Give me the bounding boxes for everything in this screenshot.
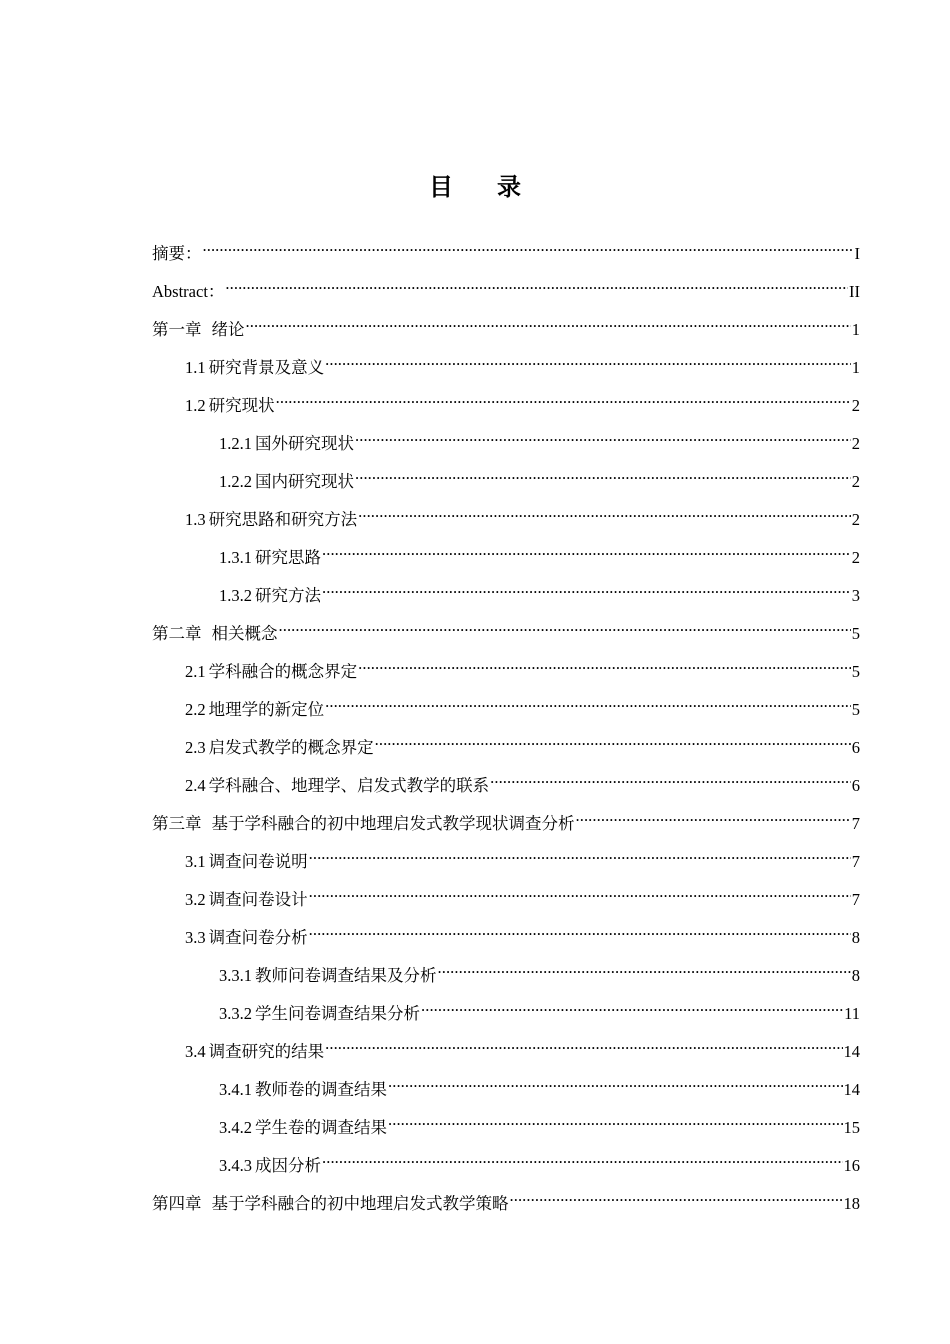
toc-entry-label xyxy=(152,811,575,837)
toc-entry-number: 3.1 xyxy=(185,852,206,871)
toc-entry-7[interactable] xyxy=(152,461,860,499)
toc-entry-number: 3.4.2 xyxy=(219,1118,252,1137)
toc-title-char-2: 录 xyxy=(497,173,521,201)
toc-entry-25[interactable] xyxy=(152,1145,860,1183)
toc-entry-number: 1.1 xyxy=(185,358,206,377)
toc-entry-page-number: 2 xyxy=(851,510,860,529)
toc-entry-page-number: 8 xyxy=(851,966,860,985)
toc-entry-page-number: 7 xyxy=(851,814,860,833)
toc-entry-number: 第四章 xyxy=(152,1194,202,1213)
dot-leader xyxy=(388,1107,843,1133)
toc-entry-number: 2.2 xyxy=(185,700,206,719)
dot-leader xyxy=(325,1031,842,1057)
toc-entry-5[interactable] xyxy=(152,385,860,423)
toc-entry-number: 第三章 xyxy=(152,814,202,833)
toc-entry-18[interactable] xyxy=(152,879,860,917)
toc-entry-text: 研究思路 xyxy=(255,548,321,567)
dot-leader xyxy=(322,537,851,563)
toc-entry-label xyxy=(185,507,357,533)
toc-title-char-1: 目 xyxy=(429,173,453,201)
toc-entry-label xyxy=(219,1077,387,1103)
toc-entry-text: 成因分析 xyxy=(255,1156,321,1175)
toc-title xyxy=(0,170,950,204)
toc-entry-page-number: 18 xyxy=(843,1194,860,1213)
toc-entry-text: 相关概念 xyxy=(211,624,278,643)
dot-leader xyxy=(510,1183,843,1209)
toc-entry-page-number: 8 xyxy=(851,928,860,947)
toc-entry-text: 研究现状 xyxy=(208,396,275,415)
toc-entry-number: 3.4.3 xyxy=(219,1156,252,1175)
toc-entry-number: 1.2.1 xyxy=(219,434,252,453)
dot-leader xyxy=(276,385,851,411)
toc-entry-number: 3.3.1 xyxy=(219,966,252,985)
toc-entry-text: 国外研究现状 xyxy=(255,434,354,453)
toc-entry-page-number: 11 xyxy=(844,1004,860,1023)
toc-entry-text: 调查问卷说明 xyxy=(208,852,308,871)
toc-entry-label xyxy=(152,621,278,647)
toc-entry-label xyxy=(219,1115,387,1141)
toc-entry-22[interactable] xyxy=(152,1031,860,1069)
toc-entry-page-number: 1 xyxy=(851,320,860,339)
toc-entry-page-number: 2 xyxy=(851,548,860,567)
toc-entry-label xyxy=(219,545,321,571)
dot-leader xyxy=(322,1145,843,1171)
toc-entry-text: 教师问卷调查结果及分析 xyxy=(255,966,437,985)
toc-entry-page-number: 1 xyxy=(851,358,860,377)
toc-entry-26[interactable] xyxy=(152,1183,860,1221)
dot-leader xyxy=(279,613,851,639)
toc-entry-1[interactable] xyxy=(152,233,860,271)
toc-entry-text: 摘要： xyxy=(152,244,202,263)
toc-entry-page-number: 6 xyxy=(851,738,860,757)
toc-entry-number: 3.2 xyxy=(185,890,206,909)
toc-entry-text: 教师卷的调查结果 xyxy=(255,1080,387,1099)
toc-entry-text: 学生问卷调查结果分析 xyxy=(255,1004,420,1023)
dot-leader xyxy=(490,765,851,791)
toc-entry-page-number: 14 xyxy=(843,1042,860,1061)
dot-leader xyxy=(355,461,851,487)
dot-leader xyxy=(421,993,843,1019)
toc-entry-label xyxy=(185,735,374,761)
toc-entry-label xyxy=(219,1001,420,1027)
toc-entry-number: 1.3.2 xyxy=(219,586,252,605)
dot-leader xyxy=(309,841,851,867)
dot-leader xyxy=(309,879,851,905)
toc-entry-label xyxy=(219,469,354,495)
toc-entry-label xyxy=(219,963,437,989)
toc-entry-number: 第二章 xyxy=(152,624,202,643)
dot-leader xyxy=(388,1069,843,1095)
toc-entry-23[interactable] xyxy=(152,1069,860,1107)
toc-entry-page-number: 5 xyxy=(851,624,860,643)
dot-leader xyxy=(438,955,851,981)
toc-entry-4[interactable] xyxy=(152,347,860,385)
toc-entry-page-number: 5 xyxy=(851,700,860,719)
toc-entry-label xyxy=(219,1153,321,1179)
dot-leader xyxy=(322,575,851,601)
toc-entry-label xyxy=(185,773,489,799)
toc-entry-label xyxy=(219,583,321,609)
toc-entry-20[interactable] xyxy=(152,955,860,993)
toc-entry-text: 调查问卷分析 xyxy=(208,928,308,947)
toc-entry-8[interactable] xyxy=(152,499,860,537)
toc-entry-number: 2.1 xyxy=(185,662,206,681)
toc-entry-page-number: II xyxy=(849,282,860,301)
toc-entry-label xyxy=(152,279,224,305)
toc-entry-page-number: 15 xyxy=(843,1118,860,1137)
toc-entry-page-number: I xyxy=(854,244,860,263)
toc-entry-number: 3.3 xyxy=(185,928,206,947)
toc-entry-page-number: 7 xyxy=(851,852,860,871)
table-of-contents xyxy=(152,233,860,1221)
toc-entry-label xyxy=(219,431,354,457)
toc-entry-9[interactable] xyxy=(152,537,860,575)
dot-leader xyxy=(325,689,851,715)
toc-entry-text: 研究背景及意义 xyxy=(208,358,325,377)
toc-entry-text: 调查研究的结果 xyxy=(208,1042,325,1061)
toc-entry-text: 国内研究现状 xyxy=(255,472,354,491)
toc-entry-page-number: 5 xyxy=(851,662,860,681)
toc-entry-text: 基于学科融合的初中地理启发式教学策略 xyxy=(211,1194,509,1213)
toc-entry-number: 3.4 xyxy=(185,1042,206,1061)
toc-entry-12[interactable] xyxy=(152,651,860,689)
dot-leader xyxy=(576,803,851,829)
toc-entry-15[interactable] xyxy=(152,765,860,803)
toc-entry-number: 1.2 xyxy=(185,396,206,415)
toc-entry-text: 基于学科融合的初中地理启发式教学现状调查分析 xyxy=(211,814,575,833)
toc-entry-text: 调查问卷设计 xyxy=(208,890,308,909)
toc-entry-page-number: 6 xyxy=(851,776,860,795)
toc-entry-number: 1.2.2 xyxy=(219,472,252,491)
dot-leader xyxy=(203,233,854,259)
dot-leader xyxy=(309,917,851,943)
toc-entry-number: 3.4.1 xyxy=(219,1080,252,1099)
toc-entry-text: 地理学的新定位 xyxy=(208,700,325,719)
toc-entry-number: 第一章 xyxy=(152,320,202,339)
toc-entry-text: Abstract： xyxy=(152,282,225,301)
dot-leader xyxy=(375,727,851,753)
toc-entry-page-number: 2 xyxy=(851,396,860,415)
dot-leader xyxy=(325,347,851,373)
toc-entry-page-number: 7 xyxy=(851,890,860,909)
toc-entry-number: 2.4 xyxy=(185,776,206,795)
toc-entry-label xyxy=(152,1191,509,1217)
toc-entry-page-number: 2 xyxy=(851,472,860,491)
dot-leader xyxy=(246,309,851,335)
toc-entry-text: 学科融合的概念界定 xyxy=(208,662,358,681)
toc-entry-label xyxy=(185,697,324,723)
toc-entry-page-number: 14 xyxy=(843,1080,860,1099)
toc-entry-page-number: 3 xyxy=(851,586,860,605)
toc-entry-label xyxy=(152,241,202,267)
toc-entry-label xyxy=(185,393,275,419)
toc-entry-number: 2.3 xyxy=(185,738,206,757)
toc-entry-label xyxy=(152,317,245,343)
toc-entry-number: 1.3 xyxy=(185,510,206,529)
toc-entry-number: 1.3.1 xyxy=(219,548,252,567)
toc-entry-label xyxy=(185,925,308,951)
toc-entry-page-number: 16 xyxy=(843,1156,860,1175)
toc-entry-14[interactable] xyxy=(152,727,860,765)
toc-entry-24[interactable] xyxy=(152,1107,860,1145)
toc-entry-10[interactable] xyxy=(152,575,860,613)
toc-entry-page-number: 2 xyxy=(851,434,860,453)
toc-entry-label xyxy=(185,355,324,381)
toc-entry-17[interactable] xyxy=(152,841,860,879)
dot-leader xyxy=(225,271,848,297)
toc-entry-16[interactable] xyxy=(152,803,860,841)
dot-leader xyxy=(358,499,851,525)
toc-entry-text: 绪论 xyxy=(211,320,245,339)
toc-entry-label xyxy=(185,849,308,875)
toc-entry-19[interactable] xyxy=(152,917,860,955)
toc-entry-text: 学生卷的调查结果 xyxy=(255,1118,387,1137)
toc-entry-label xyxy=(185,887,308,913)
toc-entry-11[interactable] xyxy=(152,613,860,651)
toc-entry-text: 研究方法 xyxy=(255,586,321,605)
toc-entry-label xyxy=(185,1039,324,1065)
toc-entry-number: 3.3.2 xyxy=(219,1004,252,1023)
toc-entry-label xyxy=(185,659,357,685)
toc-entry-21[interactable] xyxy=(152,993,860,1031)
toc-entry-text: 启发式教学的概念界定 xyxy=(208,738,374,757)
dot-leader xyxy=(355,423,851,449)
toc-entry-3[interactable] xyxy=(152,309,860,347)
toc-entry-2[interactable] xyxy=(152,271,860,309)
toc-entry-text: 研究思路和研究方法 xyxy=(208,510,358,529)
toc-entry-text: 学科融合、地理学、启发式教学的联系 xyxy=(208,776,490,795)
toc-entry-6[interactable] xyxy=(152,423,860,461)
dot-leader xyxy=(358,651,851,677)
toc-entry-13[interactable] xyxy=(152,689,860,727)
